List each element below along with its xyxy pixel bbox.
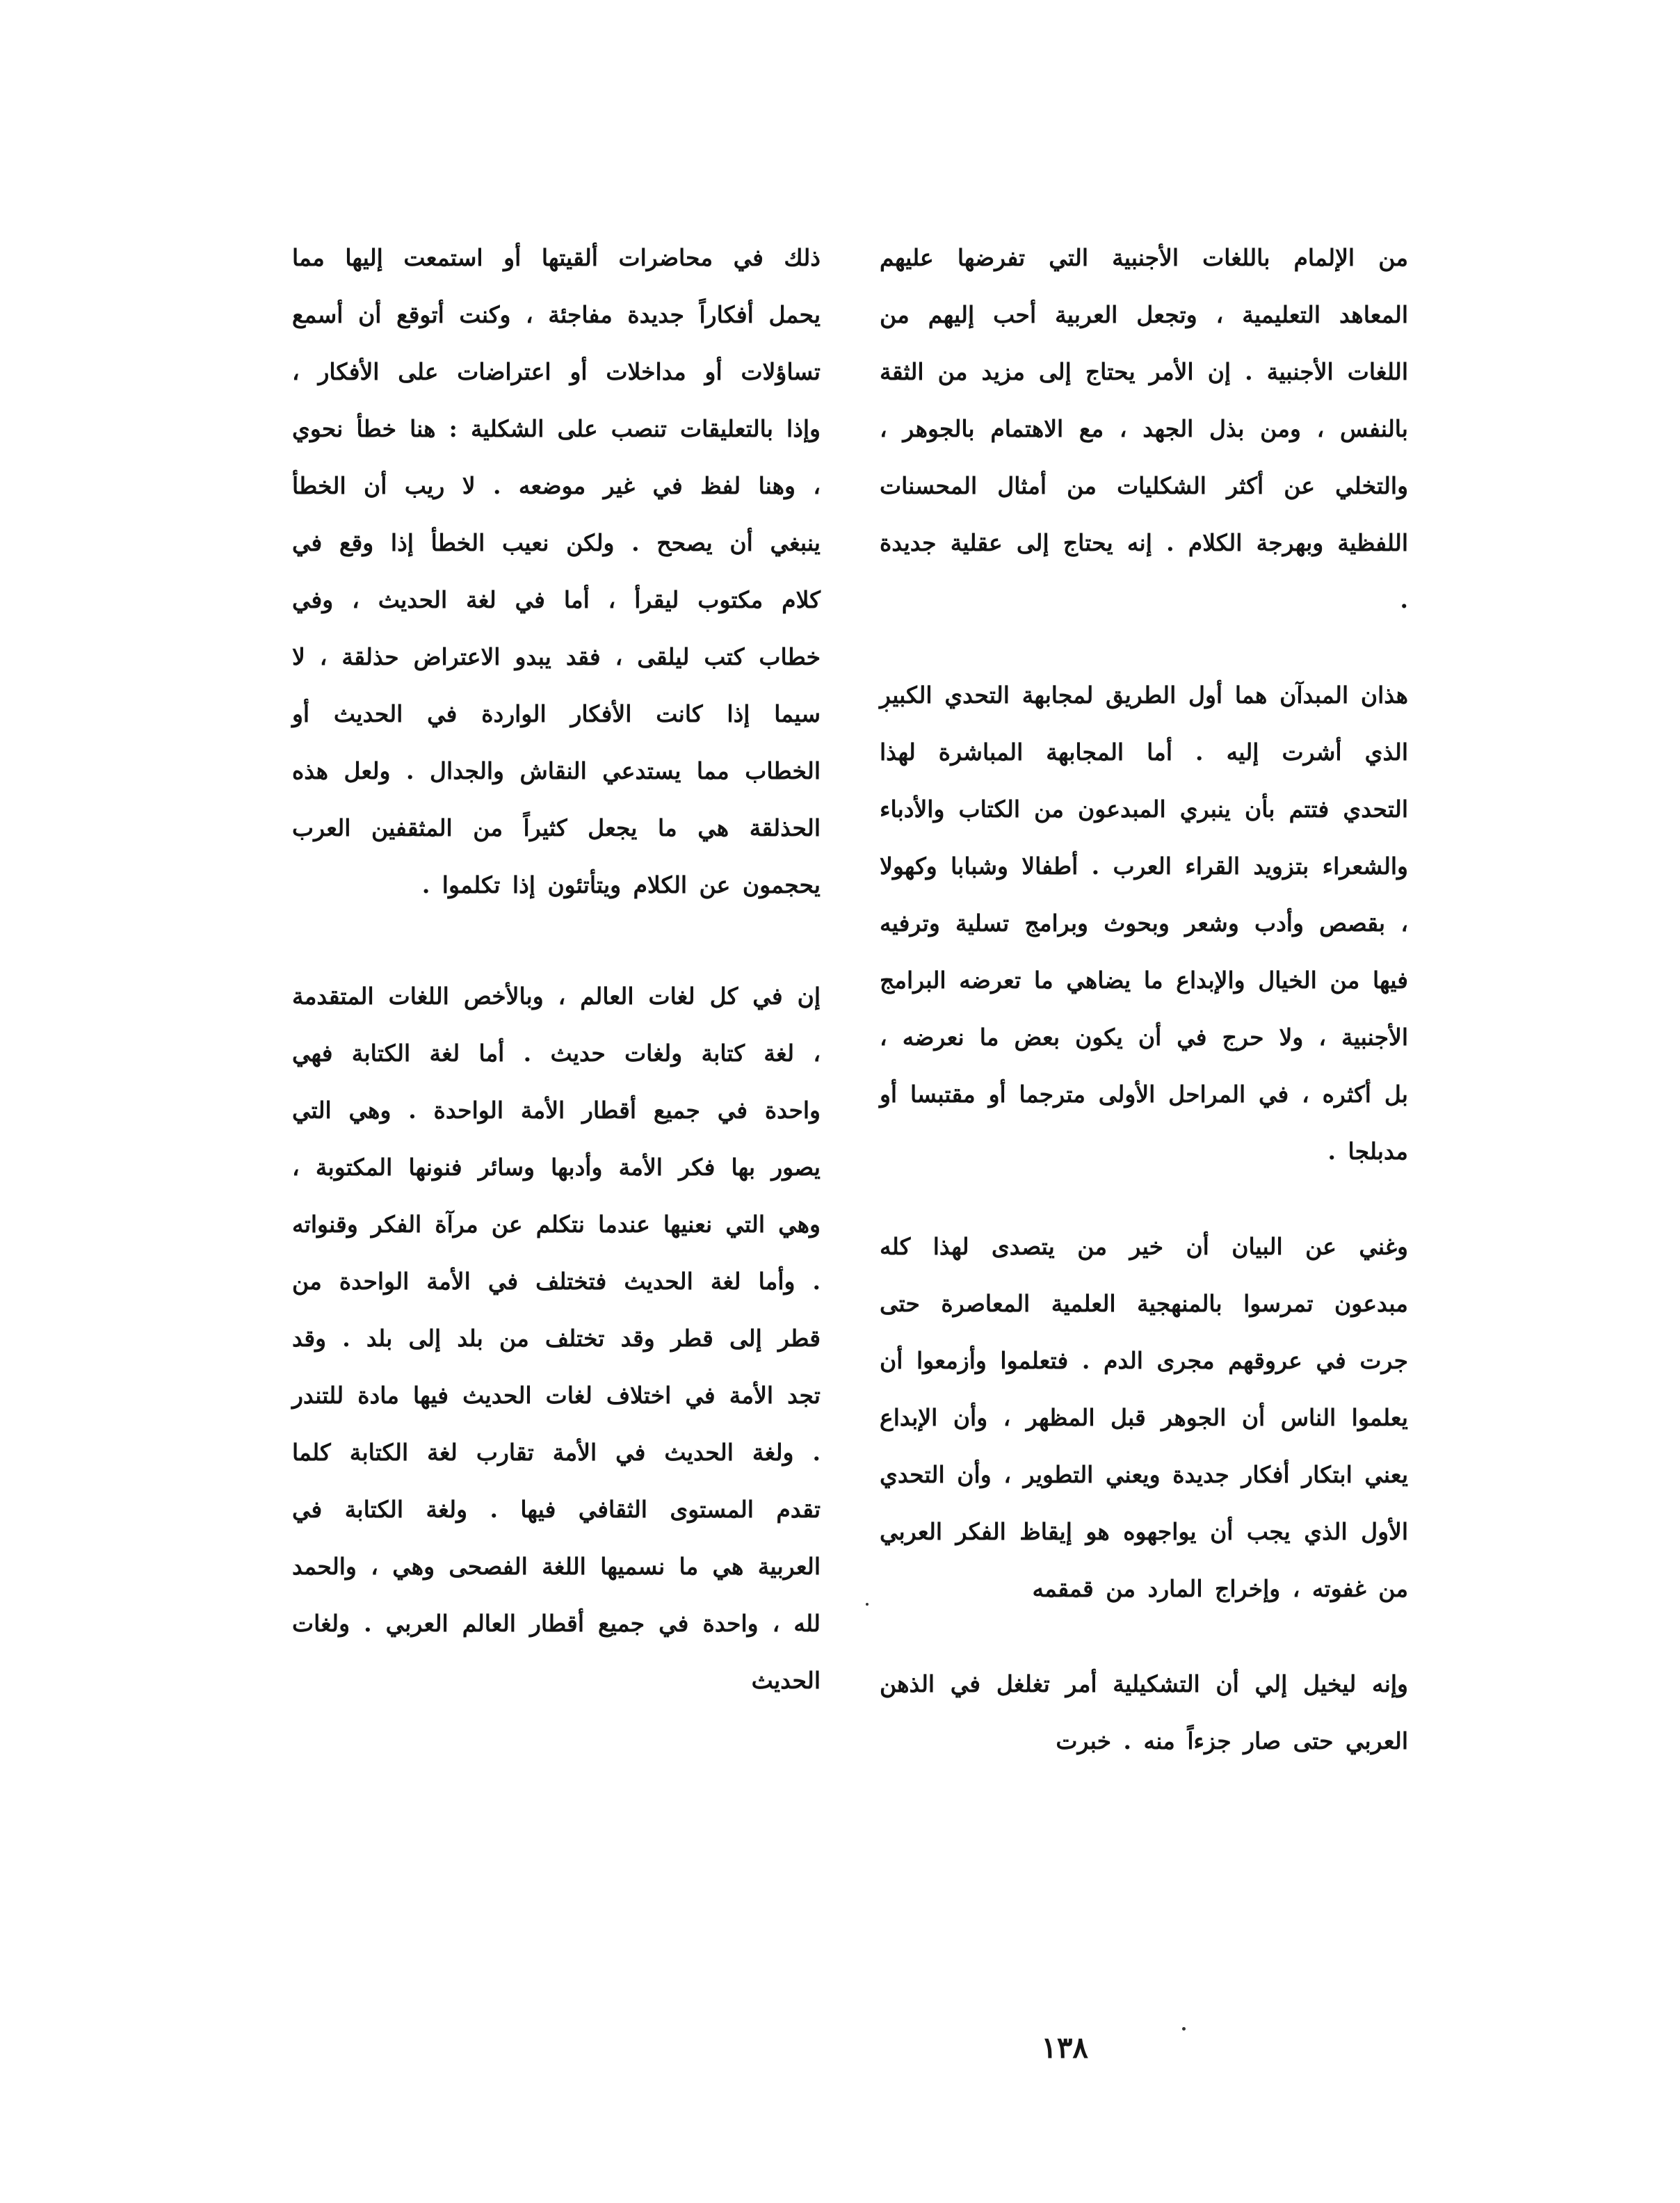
page-number: ١٣٨: [1041, 2031, 1088, 2065]
paragraph: ذلك في محاضرات ألقيتها أو استمعت إليها مما يحمل أفكاراً جديدة مفاجئة ، وكنت أتوقع أن أسمع تساؤلات أو مداخلات أو اعتراضات على الأفكار ، وإذا بالتعليقات تنصب على الشكلية : هنا خطأ نحوي ، وهنا لفظ في غير موضعه . لا ريب أن الخطأ ينبغي أن يصحح . ولكن نعيب الخطأ إذا وقع في كلام مكتوب ليقرأ ، أما في لغة الحديث ، وفي خطاب كتب ليلقى ، فقد يبدو الاعتراض حذلقة ، لا سيما إذا كانت الأفكار الواردة في الحديث أو الخطاب مما يستدعي النقاش والجدال . ولعل هذه الحذلقة هي ما يجعل كثيراً من المثقفين العرب يحجمون عن الكلام ويتأتئون إذا تكلموا .: [292, 244, 821, 898]
paragraph: وغني عن البيان أن خير من يتصدى لهذا كله مبدعون تمرسوا بالمنهجية العلمية المعاصرة حتى جرت في عروقهم مجرى الدم . فتعلموا وأزمعوا أن يعلموا الناس أن الجوهر قبل المظهر ، وأن الإبداع يعني ابتكار أفكار جديدة ويعني التطوير ، وأن التحدي الأول الذي يجب أن يواجهوه هو إيقاظ الفكر العربي من غفوته ، وإخراج المارد من قمقمه: [880, 1233, 1408, 1602]
text-column-right: [880, 229, 1408, 1770]
scan-speck: [866, 1603, 869, 1606]
paragraph: وإنه ليخيل إلي أن التشكيلية أمر تغلغل في الذهن العربي حتى صار جزءاً منه . خبرت: [880, 1670, 1408, 1754]
paragraph: من الإلمام باللغات الأجنبية التي تفرضها عليهم المعاهد التعليمية ، وتجعل العربية أحب إليهم من اللغات الأجنبية . إن الأمر يحتاج إلى مزيد من الثقة بالنفس ، ومن بذل الجهد ، مع الاهتمام بالجوهر ، والتخلي عن أكثر الشكليات من أمثال المحسنات اللفظية وبهرجة الكلام . إنه يحتاج إلى عقلية جديدة .: [880, 244, 1408, 613]
paragraph: هذان المبدآن هما أول الطريق لمجابهة التحدي الكبير الذي أشرت إليه . أما المجابهة المباشرة لهذا التحدي فتتم بأن ينبري المبدعون من الكتاب والأدباء والشعراء بتزويد القراء العرب . أطفالا وشبابا وكهولا ، بقصص وأدب وشعر وبحوث وبرامج تسلية وترفيه فيها من الخيال والإبداع ما يضاهي ما تعرضه البرامج الأجنبية ، ولا حرج في أن يكون بعض ما نعرضه ، بل أكثره ، في المراحل الأولى مترجما أو مقتبسا أو مدبلجا .: [880, 681, 1408, 1165]
text-column-left: [292, 229, 821, 1709]
paragraph: إن في كل لغات العالم ، وبالأخص اللغات المتقدمة ، لغة كتابة ولغات حديث . أما لغة الكتابة فهي واحدة في جميع أقطار الأمة الواحدة . وهي التي يصور بها فكر الأمة وأدبها وسائر فنونها المكتوبة ، وهي التي نعنيها عندما نتكلم عن مرآة الفكر وقنواته . وأما لغة الحديث فتختلف في الأمة الواحدة من قطر إلى قطر وقد تختلف من بلد إلى بلد . وقد تجد الأمة في اختلاف لغات الحديث فيها مادة للتندر . ولغة الحديث في الأمة تقارب لغة الكتابة كلما تقدم المستوى الثقافي فيها . ولغة الكتابة في العربية هي ما نسميها اللغة الفصحى وهي ، والحمد لله ، واحدة في جميع أقطار العالم العربي . ولغات الحديث: [292, 983, 821, 1694]
scan-speck: [1182, 2027, 1186, 2031]
scan-speck: [885, 709, 888, 712]
